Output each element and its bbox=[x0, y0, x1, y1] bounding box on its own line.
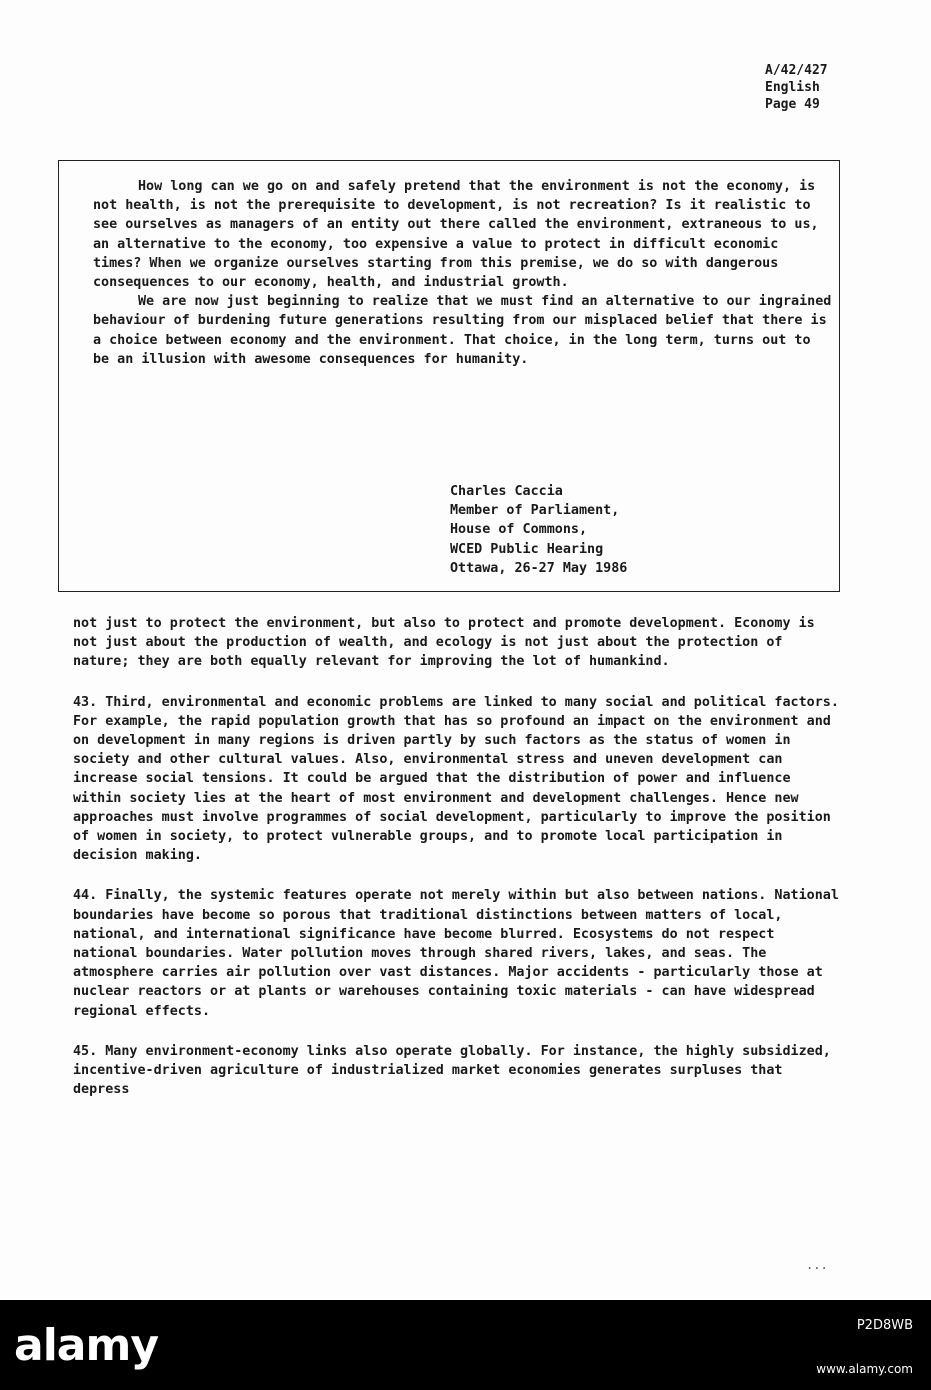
continuation-marker: ... bbox=[806, 1258, 828, 1272]
signature-line: WCED Public Hearing bbox=[450, 541, 604, 557]
body-paragraph: 44. Finally, the systemic features operate not merely within but also between nations. National boundaries have become so porous that traditional distinctions between matters of local, national, and international significance have become blurred. Ecosystems do not respect national boundaries. Water pollution moves through shared rivers, lakes, and seas. The atmosphere carries air pollution over vast distances. Major accidents - particularly those at nuclear reactors or at plants or warehouses containing toxic materials - can have widespread regional effects. bbox=[73, 888, 839, 1019]
page-number: Page 49 bbox=[765, 97, 820, 112]
doc-ref: A/42/427 bbox=[765, 63, 828, 78]
image-id: P2D8WB bbox=[856, 1318, 913, 1333]
body-paragraph: not just to protect the environment, but also to protect and promote development. Economy is not just about the production of wealth, and ecology is not just about the protection of nature; they are both equally relevant for improving the lot of humankind. bbox=[73, 616, 815, 670]
doc-language: English bbox=[765, 80, 820, 95]
signature-line: Charles Caccia bbox=[450, 484, 563, 499]
signature-line: Member of Parliament, bbox=[450, 503, 620, 519]
body-paragraph: 45. Many environment-economy links also operate globally. For instance, the highly subsidized, incentive-driven agriculture of industrialized market economies generates surpluses that depress bbox=[73, 1043, 831, 1098]
signature-line: House of Commons, bbox=[450, 522, 588, 538]
quote-paragraph: We are now just beginning to realize that we must find an alternative to our ingrained behaviour of burdening future generations resulting from our misplaced belief that there is a choice between economy and the environment. That choice, in the long term, turns out to be an illusion with awesome consequences for humanity. bbox=[93, 294, 832, 367]
body-text bbox=[73, 614, 845, 1120]
page-header bbox=[765, 62, 828, 113]
body-paragraph: 43. Third, environmental and economic problems are linked to many social and political factors. For example, the rapid population growth that has so profound an impact on the environment and on development in many regions is driven partly by such factors as the status of women in society and other cultural values. Also, environmental stress and uneven development can increase social tensions. It could be argued that the distribution of power and influence within society lies at the heart of most environment and development challenges. Hence new approaches must involve programmes of social development, particularly to improve the position of women in society, to protect vulnerable groups, and to promote local participation in decision making. bbox=[73, 694, 839, 864]
quote-text bbox=[93, 177, 833, 369]
alamy-logo: alamy bbox=[14, 1320, 158, 1371]
quote-signature bbox=[450, 482, 627, 578]
quote-paragraph: How long can we go on and safely pretend that the environment is not the economy, is not health, is not the prerequisite to development, is not recreation? Is it realistic to see ourselves as managers of an entity out there called the environment, extraneous to us, an alternative to the economy, too expensive a value to protect in difficult economic times? When we organize ourselves starting from this premise, we do so with dangerous consequences to our economy, health, and industrial growth. bbox=[93, 179, 819, 291]
alamy-link[interactable]: www.alamy.com bbox=[816, 1362, 913, 1376]
signature-line: Ottawa, 26-27 May 1986 bbox=[450, 560, 628, 576]
